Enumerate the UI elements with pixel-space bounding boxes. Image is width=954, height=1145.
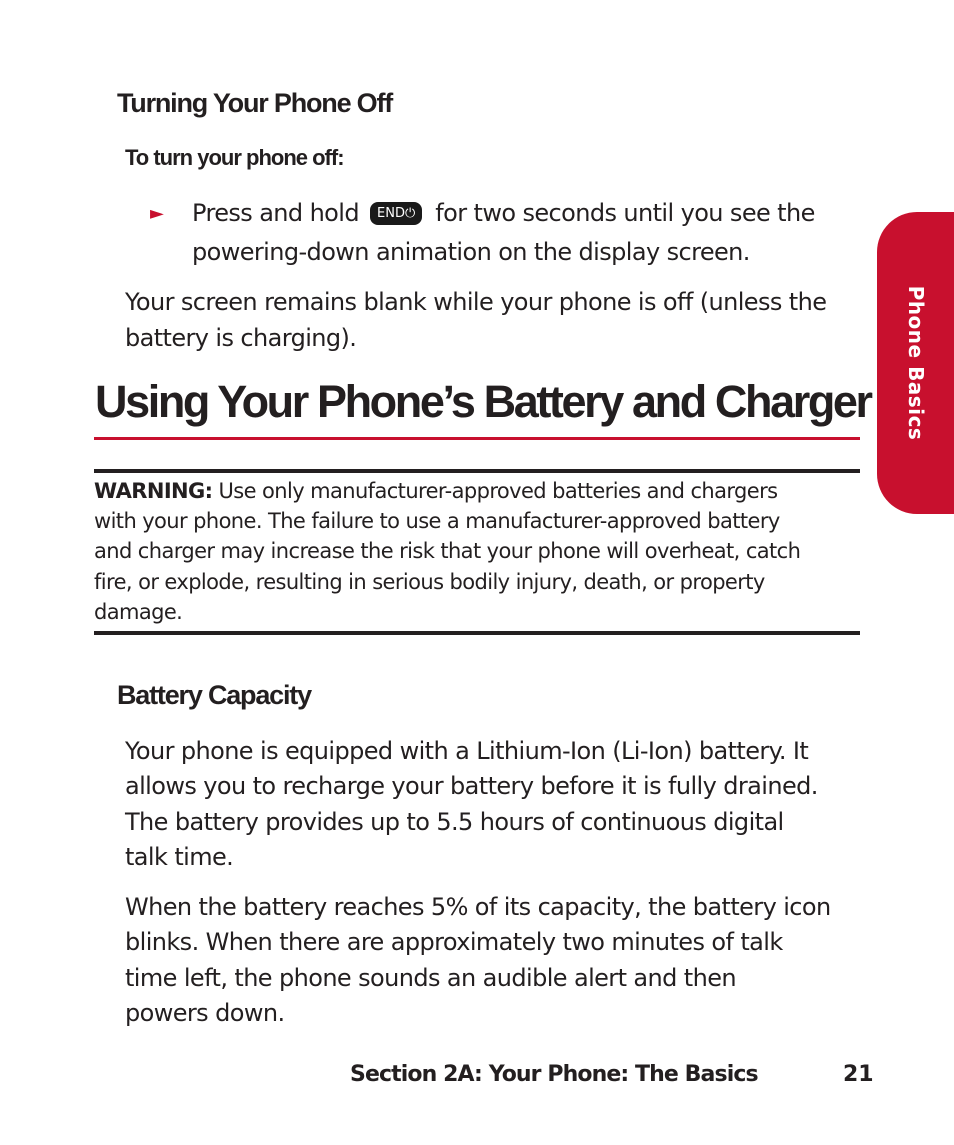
- paragraph-line: powers down.: [125, 999, 285, 1027]
- side-tab-phone-basics[interactable]: [877, 212, 954, 514]
- end-key-icon: END⏻: [370, 202, 422, 225]
- warning-line: with your phone. The failure to use a manufacturer-approved battery: [94, 509, 780, 533]
- warning-line: [94, 476, 777, 506]
- paragraph-line: When the battery reaches 5% of its capacity, the battery icon: [125, 893, 831, 921]
- section-heading-battery-capacity: Battery Capacity: [117, 680, 311, 710]
- warning-bottom-rule: [94, 631, 860, 635]
- warning-text: Use only manufacturer-approved batteries and chargers: [218, 479, 778, 503]
- paragraph-line: blinks. When there are approximately two minutes of talk: [125, 928, 783, 956]
- warning-line: fire, or explode, resulting in serious bodily injury, death, or property: [94, 570, 765, 594]
- paragraph-line: allows you to recharge your battery before it is fully drained.: [125, 772, 818, 800]
- bullet-text-after: for two seconds until you see the: [435, 199, 815, 227]
- warning-top-rule: [94, 469, 860, 473]
- paragraph-line: time left, the phone sounds an audible alert and then: [125, 964, 736, 992]
- warning-label: WARNING:: [94, 479, 213, 503]
- section-heading-turning-off: Turning Your Phone Off: [117, 88, 393, 118]
- bullet-line-1: [192, 196, 815, 231]
- bullet-arrow-icon: ►: [150, 203, 164, 224]
- title-underline: [94, 437, 860, 440]
- footer-section-label: Section 2A: Your Phone: The Basics: [350, 1062, 758, 1087]
- paragraph-line: Your phone is equipped with a Lithium-Ion (Li-Ion) battery. It: [125, 737, 809, 765]
- warning-line: and charger may increase the risk that your phone will overheat, catch: [94, 539, 801, 563]
- bullet-text-before: Press and hold: [192, 199, 359, 227]
- paragraph-line: The battery provides up to 5.5 hours of continuous digital: [125, 808, 784, 836]
- section-intro: To turn your phone off:: [125, 145, 344, 170]
- paragraph-line: talk time.: [125, 843, 234, 871]
- bullet-line-2: powering-down animation on the display screen.: [192, 238, 750, 266]
- paragraph-line: battery is charging).: [125, 324, 357, 352]
- paragraph-line: Your screen remains blank while your phone is off (unless the: [125, 288, 827, 316]
- side-tab-label: Phone Basics: [903, 285, 928, 441]
- main-title: Using Your Phone’s Battery and Charger: [95, 376, 871, 427]
- page-number: 21: [843, 1062, 874, 1087]
- warning-line: damage.: [94, 600, 183, 624]
